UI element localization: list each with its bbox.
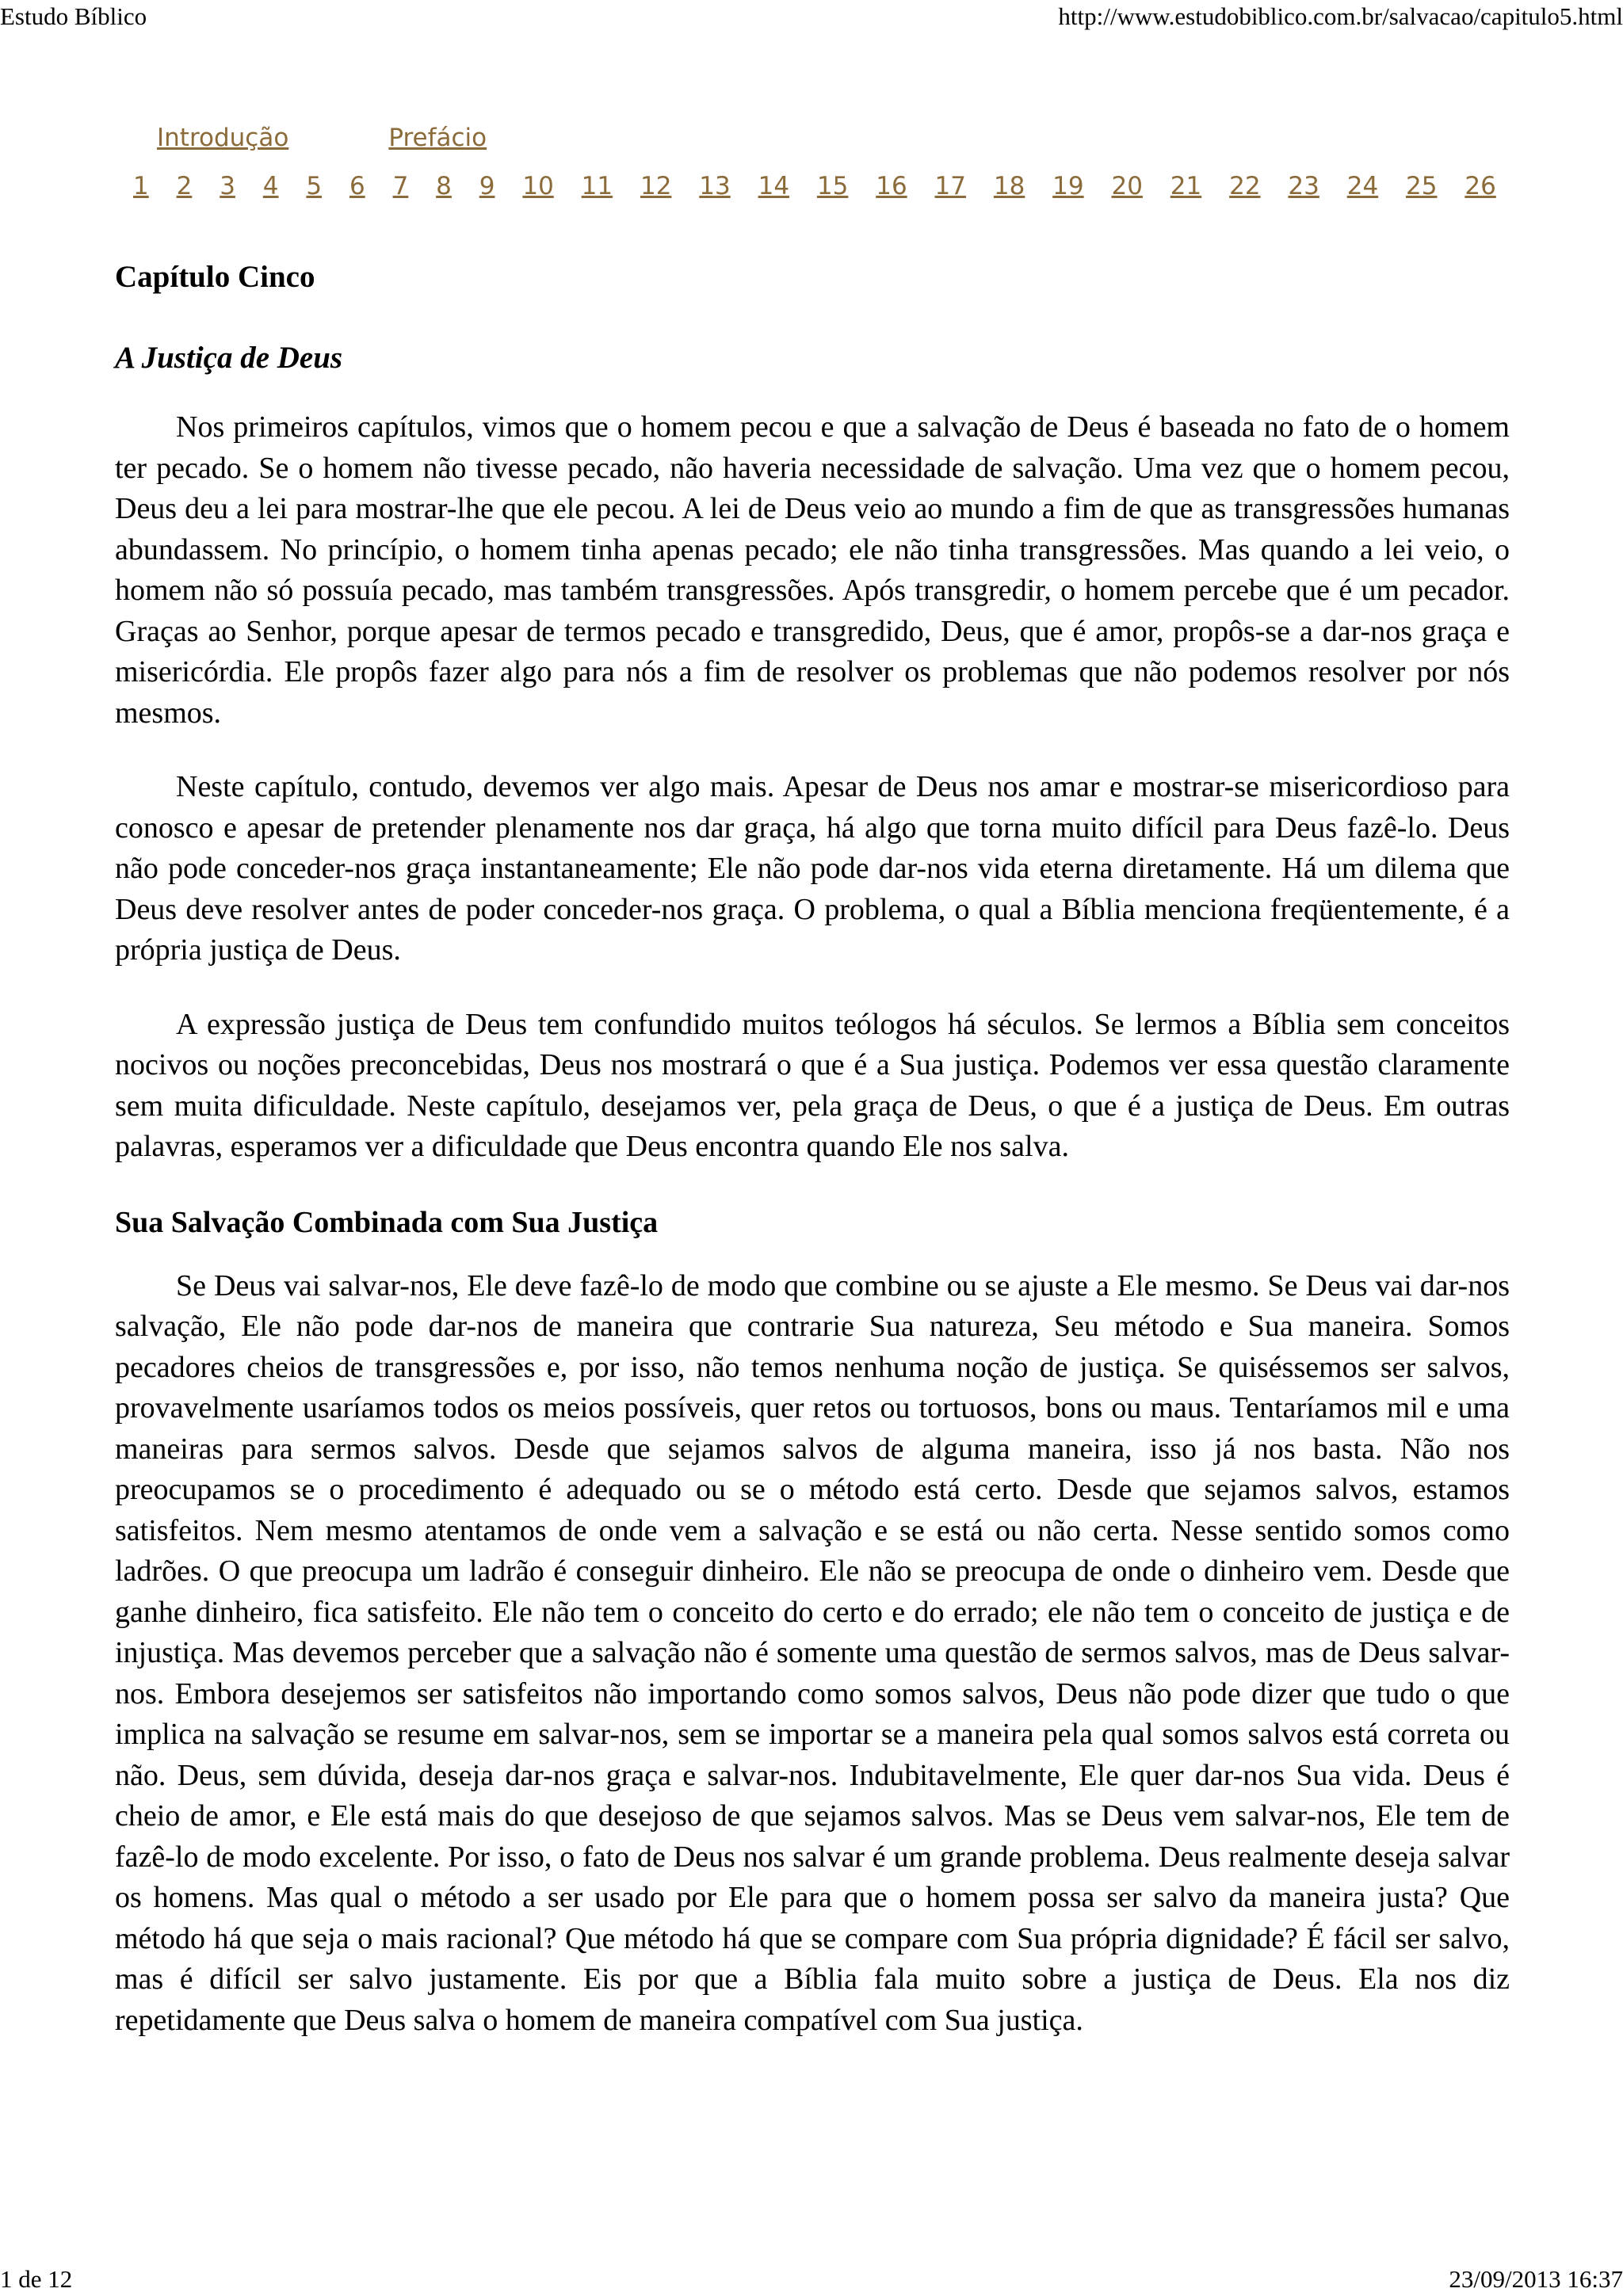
chapter-heading: Capítulo Cinco xyxy=(115,260,315,294)
paragraph: Neste capítulo, contudo, devemos ver algo mais. Apesar de Deus nos amar e mostrar-se misericordioso para conosco e apesar de pretender plenamente nos dar graça, há algo que torna muito difícil para Deus fazê-lo. Deus não pode conceder-nos graça instantaneamente; Ele não pode dar-nos vida eterna diretamente. Há um dilema que Deus deve resolver antes de poder conceder-nos graça. O problema, o qual a Bíblia menciona freqüentemente, é a própria justiça de Deus. xyxy=(115,770,1510,967)
chapter-link-8[interactable]: 8 xyxy=(436,172,452,200)
section-heading: Sua Salvação Combinada com Sua Justiça xyxy=(115,1205,659,1239)
chapter-link-20[interactable]: 20 xyxy=(1111,172,1143,200)
chapter-link-21[interactable]: 21 xyxy=(1170,172,1202,200)
article-content xyxy=(115,254,1510,2074)
chapter-link-4[interactable]: 4 xyxy=(262,172,279,200)
chapter-link-3[interactable]: 3 xyxy=(220,172,235,200)
paragraph: Nos primeiros capítulos, vimos que o homem pecou e que a salvação de Deus é baseada no fato de o homem ter pecado. Se o homem não tivesse pecado, não haveria necessidade de salvação. Uma vez que o homem pecou, Deus deu a lei para mostrar-lhe que ele pecou. A lei de Deus veio ao mundo a fim de que as transgressões humanas abundassem. No princípio, o homem tinha apenas pecado; ele não tinha transgressões. Mas quando a lei veio, o homem não só possuía pecado, mas também transgressões. Após transgredir, o homem percebe que é um pecador. Graças ao Senhor, porque apesar de termos pecado e transgredido, Deus, que é amor, propôs-se a dar-nos graça e misericórdia. Ele propôs fazer algo para nós a fim de resolver os problemas que não podemos resolver por nós mesmos. xyxy=(115,410,1510,730)
chapter-link-23[interactable]: 23 xyxy=(1288,172,1319,200)
chapter-link-25[interactable]: 25 xyxy=(1406,172,1438,200)
chapter-link-26[interactable]: 26 xyxy=(1465,172,1496,200)
paragraph: Se Deus vai salvar-nos, Ele deve fazê-lo de modo que combine ou se ajuste a Ele mesmo. Se Deus vai dar-nos salvação, Ele não pode dar-nos de maneira que contrarie Sua natureza, Seu método e Sua maneira. Somos pecadores cheios de transgressões e, por isso, não temos nenhuma noção de justiça. Se quiséssemos ser salvos, provavelmente usaríamos todos os meios possíveis, quer retos ou tortuosos, bons ou maus. Tentaríamos mil e uma maneiras para sermos salvos. Desde que sejamos salvos de alguma maneira, isso já nos basta. Não nos preocupamos se o procedimento é adequado ou se o método está certo. Desde que sejamos salvos, estamos satisfeitos. Nem mesmo atentamos de onde vem a salvação e se está ou não certa. Nesse sentido somos como ladrões. O que preocupa um ladrão é conseguir dinheiro. Ele não se preocupa de onde o dinheiro vem. Desde que ganhe dinheiro, fica satisfeito. Ele não tem o conceito do certo e do errado; ele não tem o conceito de justiça e de injustiça. Mas devemos perceber que a salvação não é somente uma questão de sermos salvos, mas de Deus salvar-nos. Embora desejemos ser satisfeitos não importando como somos salvos, Deus não pode dizer que tudo o que implica na salvação se resume em salvar-nos, sem se importar se a maneira pela qual somos salvos está correta ou não. Deus, sem dúvida, deseja dar-nos graça e salvar-nos. Indubitavelmente, Ele quer dar-nos Sua vida. Deus é cheio de amor, e Ele está mais do que desejoso de que sejamos salvos. Mas se Deus vem salvar-nos, Ele tem de fazê-lo de modo excelente. Por isso, o fato de Deus nos salvar é um grande problema. Deus realmente deseja salvar os homens. Mas qual o método a ser usado por Ele para que o homem possa ser salvo da maneira justa? Que método há que seja o mais racional? Que método há que se compare com Sua própria dignidade? É fácil ser salvo, mas é difícil ser salvo justamente. Eis por que a Bíblia fala muito sobre a justiça de Deus. Ela nos diz repetidamente que Deus salva o homem de maneira compatível com Sua justiça. xyxy=(115,1268,1510,2037)
chapter-link-1[interactable]: 1 xyxy=(133,172,149,200)
print-header-url: http://www.estudobiblico.com.br/salvacao/capitulo5.html xyxy=(1058,2,1623,30)
chapter-link-22[interactable]: 22 xyxy=(1229,172,1261,200)
chapter-link-6[interactable]: 6 xyxy=(349,172,365,200)
chapter-link-14[interactable]: 14 xyxy=(758,172,790,200)
chapter-link-18[interactable]: 18 xyxy=(993,172,1025,200)
chapter-link-5[interactable]: 5 xyxy=(306,172,323,200)
chapter-title: A Justiça de Deus xyxy=(115,341,343,375)
chapter-link-9[interactable]: 9 xyxy=(479,172,495,200)
print-footer-datetime: 23/09/2013 16:37 xyxy=(1449,2265,1623,2293)
chapter-link-2[interactable]: 2 xyxy=(176,172,193,200)
chapter-link-15[interactable]: 15 xyxy=(816,172,849,200)
chapter-navigation xyxy=(133,170,1496,202)
chapter-link-13[interactable]: 13 xyxy=(699,172,731,200)
chapter-link-7[interactable]: 7 xyxy=(392,172,409,200)
chapter-link-11[interactable]: 11 xyxy=(581,172,613,200)
chapter-link-19[interactable]: 19 xyxy=(1052,172,1084,200)
nav-link-prefacio[interactable]: Prefácio xyxy=(388,124,487,152)
chapter-link-17[interactable]: 17 xyxy=(934,172,966,200)
chapter-link-24[interactable]: 24 xyxy=(1346,172,1379,200)
nav-link-introducao[interactable]: Introdução xyxy=(157,124,289,152)
top-navigation xyxy=(157,122,586,154)
chapter-link-10[interactable]: 10 xyxy=(522,172,554,200)
paragraph: A expressão justiça de Deus tem confundido muitos teólogos há séculos. Se lermos a Bíblia sem conceitos nocivos ou noções preconcebidas, Deus nos mostrará o que é a Sua justiça. Podemos ver essa questão claramente sem muita dificuldade. Neste capítulo, desejamos ver, pela graça de Deus, o que é a justiça de Deus. Em outras palavras, esperamos ver a dificuldade que Deus encontra quando Ele nos salva. xyxy=(115,1007,1510,1163)
print-footer-page-indicator: 1 de 12 xyxy=(0,2265,73,2293)
chapter-link-12[interactable]: 12 xyxy=(640,172,672,200)
print-header-site-title: Estudo Bíblico xyxy=(0,2,147,30)
chapter-link-16[interactable]: 16 xyxy=(876,172,907,200)
